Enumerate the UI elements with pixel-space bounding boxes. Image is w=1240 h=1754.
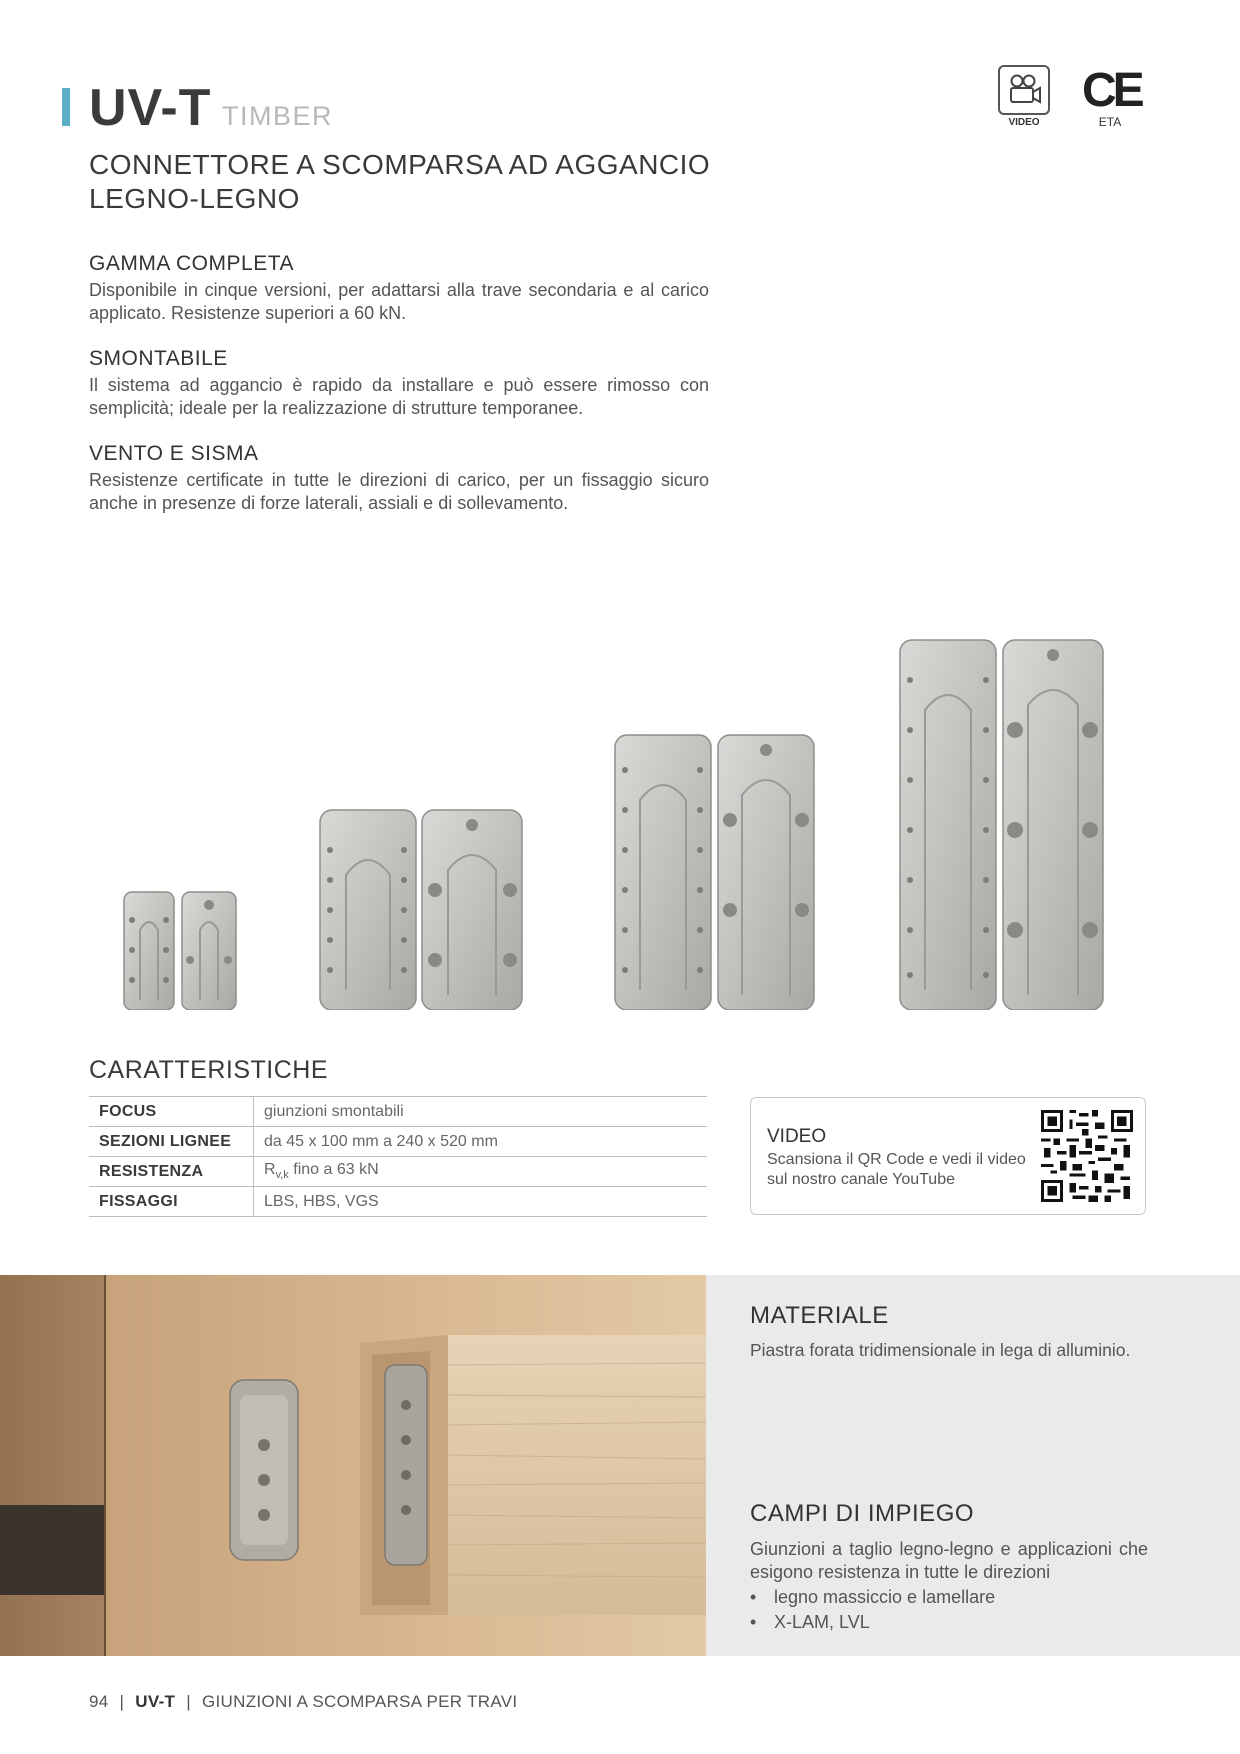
table-row (89, 1127, 707, 1157)
video-box-title: VIDEO (767, 1126, 827, 1147)
feature-text: Disponibile in cinque versioni, per adattarsi alla trave secondaria e al carico applicato. Resistenze superiori a 60 kN. (89, 280, 709, 323)
spec-value: giunzioni smontabili (254, 1097, 708, 1127)
materiale-text: Piastra forata tridimensionale in lega di alluminio. (750, 1340, 1131, 1360)
spec-value-subscript: v,k (275, 1169, 289, 1182)
campi-bullet-list (750, 1585, 995, 1635)
spec-key: SEZIONI LIGNEE (89, 1127, 254, 1157)
table-row (89, 1097, 707, 1127)
page-subtitle: CONNETTORE A SCOMPARSA AD AGGANCIO LEGNO-LEGNO (89, 149, 711, 214)
table-row (89, 1187, 707, 1217)
title-accent-bar (62, 88, 70, 126)
page-number: 94 (89, 1692, 109, 1711)
spec-value-rest: fino a 63 kN (288, 1161, 379, 1179)
feature-title: GAMMA COMPLETA (89, 252, 294, 275)
footer-separator: | (119, 1692, 125, 1711)
spec-value: LBS, HBS, VGS (254, 1187, 708, 1217)
feature-text: Resistenze certificate in tutte le direzioni di carico, per un fissaggio sicuro anche in presenze di forze laterali, assiali e di sollevamento. (89, 470, 709, 513)
spec-value: da 45 x 100 mm a 240 x 520 mm (254, 1127, 708, 1157)
specs-table (89, 1096, 707, 1217)
video-icon-label: VIDEO (1008, 117, 1040, 128)
table-row (89, 1157, 707, 1187)
product-connectors-image (110, 630, 1110, 1010)
spec-value-symbol: R (264, 1161, 276, 1179)
qr-code-icon[interactable] (1041, 1110, 1133, 1202)
spec-key: RESISTENZA (89, 1157, 254, 1187)
campi-text: Giunzioni a taglio legno-legno e applicazioni che esigono resistenza in tutte le direzioni (750, 1539, 1148, 1582)
spec-key: FOCUS (89, 1097, 254, 1127)
section-title-campi: CAMPI DI IMPIEGO (750, 1500, 975, 1527)
feature-text: Il sistema ad aggancio è rapido da installare e può essere rimosso con semplicità; ideale per la realizzazione di strutture temporanee. (89, 375, 709, 418)
video-camera-icon[interactable] (998, 65, 1050, 115)
list-item: • X-LAM, LVL (750, 1610, 995, 1635)
page-footer (89, 1692, 517, 1712)
footer-separator: | (186, 1692, 191, 1711)
section-title-caratteristiche: CARATTERISTICHE (89, 1056, 328, 1084)
footer-section: GIUNZIONI A SCOMPARSA PER TRAVI (202, 1692, 518, 1711)
list-item: • legno massiccio e lamellare (750, 1585, 995, 1610)
feature-title: VENTO E SISMA (89, 442, 259, 465)
spec-key: FISSAGGI (89, 1187, 254, 1217)
footer-product: UV-T (135, 1692, 176, 1711)
installation-photo (0, 1275, 706, 1656)
title-tag: TIMBER (222, 101, 334, 131)
section-title-materiale: MATERIALE (750, 1302, 889, 1329)
ce-mark-icon: CE (1082, 64, 1141, 117)
video-box-text: Scansiona il QR Code e vedi il video sul nostro canale YouTube (767, 1151, 1026, 1188)
spec-value (254, 1157, 708, 1187)
feature-title: SMONTABILE (89, 347, 228, 370)
eta-label: ETA (1098, 115, 1122, 129)
page-title: UV-T (89, 79, 212, 137)
